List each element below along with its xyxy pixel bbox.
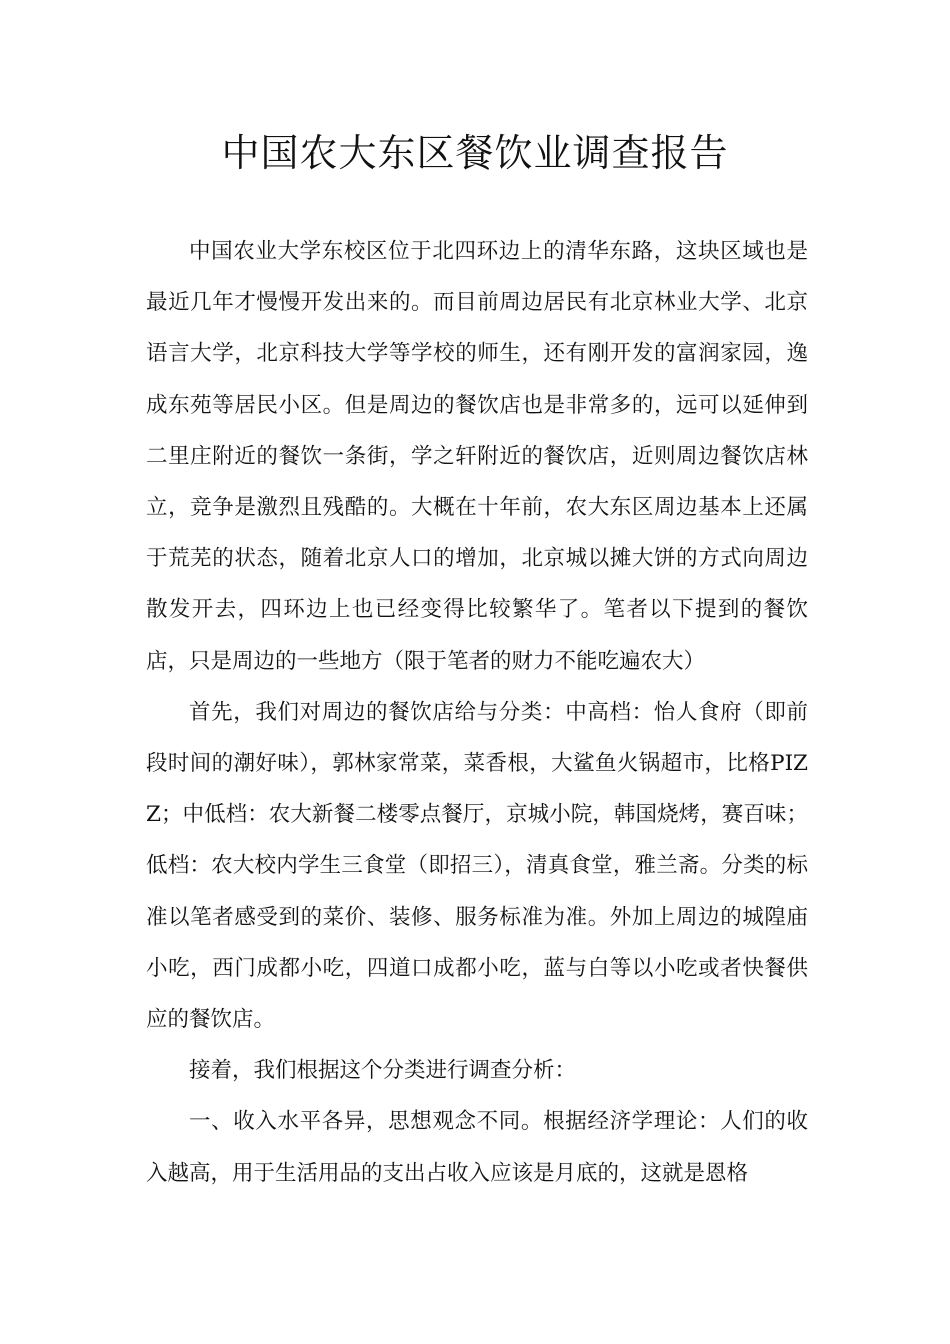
paragraph-section-one: 一、收入水平各异，思想观念不同。根据经济学理论：人们的收入越高，用于生活用品的支出占收入应该是月底的，这就是恩格 [146,1109,808,1186]
paragraph-intro: 中国农业大学东校区位于北四环边上的清华东路，这块区域也是最近几年才慢慢开发出来的。而目前周边居民有北京林业大学、北京语言大学，北京科技大学等学校的师生，还有刚开发的富润家园，逸成东苑等居民小区。但是周边的餐饮店也是非常多的，远可以延伸到二里庄附近的餐饮一条街，学之轩附近的餐饮店，近则周边餐饮店林立，竞争是激烈且残酷的。大概在十年前，农大东区周边基本上还属于荒芜的状态，随着北京人口的增加，北京城以摊大饼的方式向周边散发开去，四环边上也已经变得比较繁华了。笔者以下提到的餐饮店，只是周边的一些地方（限于笔者的财力不能吃遍农大） [146,239,808,674]
paragraph-transition: 接着，我们根据这个分类进行调查分析： [189,1058,577,1084]
paragraph-classification: 首先，我们对周边的餐饮店给与分类：中高档：怡人食府（即前段时间的潮好味），郭林家常菜，菜香根，大鲨鱼火锅超市，比格PIZZ；中低档：农大新餐二楼零点餐厅，京城小院，韩国烧烤，赛百味；低档：农大校内学生三食堂（即招三），清真食堂，雅兰斋。分类的标准以笔者感受到的菜价、装修、服务标准为准。外加上周边的城隍庙小吃，西门成都小吃，四道口成都小吃，蓝与白等以小吃或者快餐供应的餐饮店。 [146,699,808,1033]
document-body [146,226,808,1199]
document-title: 中国农大东区餐饮业调查报告 [221,131,729,175]
